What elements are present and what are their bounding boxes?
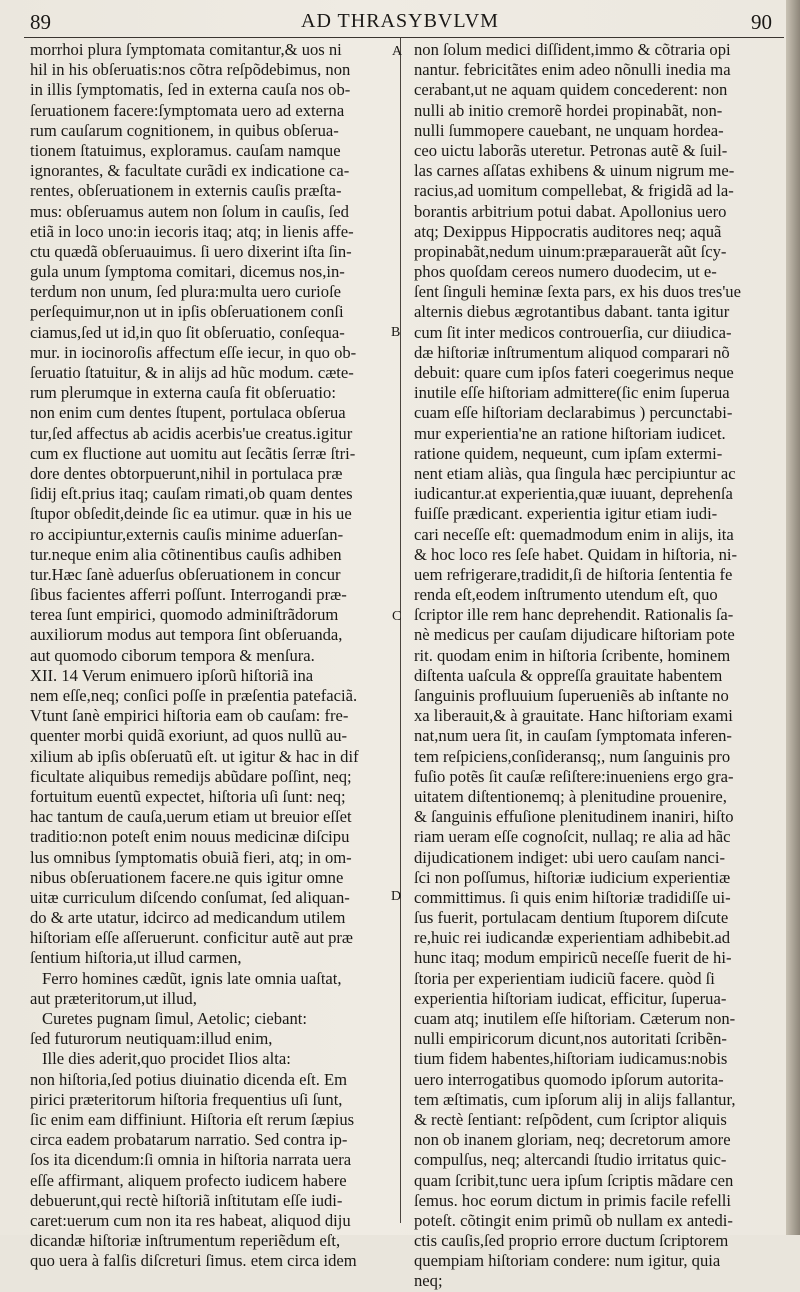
text-line: pirici præteritorum hiſtoria frequentius uſi ſunt,	[30, 1089, 343, 1109]
text-line: eſſe affirmant, aliquem profecto iudicem habere	[30, 1170, 347, 1190]
text-line: ſos ita dicendum:ſi omnia in hiſtoria narrata uera	[30, 1150, 352, 1170]
text-line: ficultate aliquibus remedijs abũdare poſſint, neq;	[30, 766, 352, 786]
text-line: terdum non unum, ſed plura:multa uero curioſe	[30, 282, 342, 302]
text-line: renda eſt,eodem inſtrumento utendum eſt, quo	[414, 585, 718, 605]
text-line: phos quoſdam cereos numero duodecim, ut e-	[414, 262, 717, 282]
margin-letter-c: C	[392, 609, 402, 624]
text-line: Ille dies aderit,quo procidet Ilios alta:	[42, 1049, 291, 1069]
text-line: dæ hiſtoriæ inſtrumentum aliquod comparari nõ	[414, 342, 730, 362]
text-line: alternis diebus ægrotantibus dabant. tanta igitur	[414, 302, 730, 322]
text-line: ſanguinis profluuium ſuperueniẽs ab inſtante no	[414, 686, 729, 705]
text-line: tur.neque enim alia cõtinentibus cauſis adhiben	[30, 544, 342, 564]
margin-letter-d: D	[391, 889, 402, 904]
text-line: & rectè ſentiant: reſpõdent, cum ſcriptor aliquis	[414, 1109, 727, 1129]
text-line: hac tantum de cauſa,uerum etiam ut breuior eſſet	[30, 807, 352, 827]
text-line: ſic enim eam diffiniunt. Hiſtoria eſt rerum ſæpius	[30, 1109, 355, 1129]
text-line: ſeruationem facere:ſymptomata uero ad externa	[30, 100, 345, 120]
text-line: uem refrigerare,tradidit,ſi de hiſtoria ſententia fe	[414, 564, 733, 584]
text-line: non ob inanem gloriam, neq; decretorum amore	[414, 1130, 731, 1150]
text-line: cari neceſſe eſt: quemadmodum enim in alijs, ita	[414, 524, 734, 544]
text-line: cuam eſſe hiſtoriam declarabimus ) percunctabi-	[414, 403, 733, 423]
text-line: ſcriptor ille rem hanc deprehendit. Rationalis ſa-	[414, 605, 734, 625]
text-line: nè medicus per cauſam dijudicare hiſtoriam pote	[414, 625, 735, 645]
text-line: ſentium hiſtoria,ut illud carmen,	[30, 948, 242, 968]
text-line: lus omnibus ſymptomatis obuiã fieri, atq; in om-	[30, 847, 352, 867]
text-line: fuiſſe prædicant. experientia igitur etiam iudi-	[414, 504, 718, 524]
text-line: XII. 14 Verum enimuero ipſorũ hiſtoriã ina	[30, 665, 314, 685]
text-line: nent etiam aliàs, qua ſingula hæc percipiuntur ac	[414, 463, 736, 483]
text-line: etiã in loco uno:in iecoris itaq; atq; in lienis affe-	[30, 221, 354, 241]
text-line: mur experientia'ne an ratione hiſtoriam iudicet.	[414, 423, 726, 443]
text-line: debuit: quare cum ipſos fateri coegerimus neque	[414, 363, 734, 382]
text-line: propinabãt,nedum uinum:præparauerãt aũt ſcy-	[414, 241, 727, 261]
text-line: terea ſunt empirici, quomodo adminiſtrãdorum	[30, 605, 339, 625]
text-line: rentes, obſeruationem in externis cauſis præſta-	[30, 181, 342, 201]
text-line: racius,ad uomitum compellebat, & frigidã ad la-	[414, 181, 734, 201]
text-line: morrhoi plura ſymptomata comitantur,& uos ni	[30, 40, 342, 59]
text-line: fortuitum euentũ expectet, hiſtoria uſi ſunt: neq;	[30, 786, 346, 806]
text-line: compulſus, neq; altercandi ſtudio irritatus quic-	[414, 1150, 727, 1170]
text-line: nantur. febricitãtes enim adeo nõnulli inedia ma	[414, 60, 731, 80]
text-line: fuſio potẽs ſit cauſæ reſiſtere:inueniens ergo gra-	[414, 766, 734, 786]
text-line: tur,ſed affectus ab acidis acerbis'ue creatus.igitur	[30, 423, 353, 443]
text-line: ciamus,ſed ut id,in quo ſit obſeruatio, conſequa-	[30, 322, 345, 342]
text-line: do & arte utatur, idcirco ad medicandum utilem	[30, 908, 346, 928]
text-line: quam ſcribit,tunc uera ipſum ſcriptis mãdare cen	[414, 1170, 734, 1190]
right-page-number: 90	[751, 10, 772, 34]
text-line: dicandæ hiſtoriæ inſtrumentum reperiẽdum eſt,	[30, 1231, 341, 1251]
text-line: cerabant,ut ne aquam quidem concederent: non	[414, 80, 728, 100]
text-line: poteſt. cõtingit enim primũ ob nullam ex antedi-	[414, 1210, 733, 1230]
text-line: rum plerumque in externa cauſa fit obſeruatio:	[30, 383, 336, 403]
text-line: uitæ curriculum diſcendo conſumat, ſed aliquan-	[30, 887, 350, 907]
text-line: ſidij eſt.prius itaq; cauſam rimati,ob quam dentes	[30, 484, 353, 504]
text-line: in illis ſymptomatis, ſed in externa cauſa nos ob-	[30, 80, 351, 100]
text-line: nulli ſummopere cauebant, ne unquam hordea-	[414, 120, 724, 140]
margin-letter-a: A	[392, 44, 403, 59]
text-line: iudicantur.at experientia,quæ iuuant, deprehenſa	[414, 484, 733, 504]
text-line: riam ueram eſſe cognoſcit, nullaq; re alia ad hãc	[414, 827, 731, 847]
text-line: borantis arbitrium potui dabat. Apollonius uero	[414, 201, 727, 221]
text-line: rum cauſarum cognitionem, in quibus obſerua-	[30, 120, 339, 140]
text-line: tionem ſtatuimus, exploramus. cauſam namque	[30, 140, 341, 160]
text-line: ſci non poſſumus, hiſtoriæ iudicium experientiæ	[414, 867, 731, 887]
page-edge-shadow	[786, 0, 800, 1235]
text-line: mus: obſeruamus autem non ſolum in cauſis, ſed	[30, 201, 349, 221]
text-line: ſtoria per experientiam iudiciũ facere. quòd ſi	[414, 968, 715, 988]
text-line: ſeruatio ſtatuitur, & in alijs ad hũc modum. cæte-	[30, 363, 354, 382]
text-line: ſemus. hoc eorum dictum in primis facile refelli	[414, 1190, 732, 1210]
text-line: gula unum ſymptoma comitari, dicemus nos,in-	[30, 262, 345, 282]
text-line: rit. quodam enim in hiſtoria ſcribente, hominem	[414, 645, 731, 665]
page-header	[0, 0, 800, 42]
text-line: nem eſſe,neq; conſici poſſe in præſentia patefaciã.	[30, 686, 358, 705]
text-line: uero interrogatibus quomodo ipſorum autorita-	[414, 1069, 724, 1089]
text-line: ſibus facientes afferri poſſunt. Interrogandi præ-	[30, 585, 347, 605]
text-line: las carnes aſſatas exhibens & uinum nigrum me-	[414, 161, 735, 181]
text-line: tem æſtimatis, cum ipſorum alij in alijs fallantur,	[414, 1089, 736, 1109]
text-line: experientia hiſtoriam iudicat, efficitur, ſuperua-	[414, 988, 727, 1008]
text-line: diſtenta uaſcula & oppreſſa grauitate habentem	[414, 665, 723, 685]
text-line: non hiſtoria,ſed potius diuinatio dicenda eſt. Em	[30, 1069, 348, 1089]
text-line: quenter morbi quidã exoriunt, ad quos nullũ au-	[30, 726, 348, 746]
text-line: inutile eſſe hiſtoriam admittere(ſic enim ſuperua	[414, 383, 730, 403]
text-line: nat,num uera ſit, in cauſam ſymptomata inferen-	[414, 726, 732, 746]
text-line: dore dentes obtorpuerunt,nihil in portulaca præ	[30, 463, 343, 483]
header-rule	[24, 37, 784, 38]
text-line: perſequimur,non ut in ipſis obſeruationem conſi	[30, 302, 344, 322]
text-line: ſus fuerit, portulacam dentium ſtuporem diſcute	[414, 908, 729, 928]
text-line: hiſtoriam eſſe aſſeruerunt. conficitur autẽ aut præ	[30, 928, 353, 948]
text-line: Curetes pugnam ſimul, Aetolic; ciebant:	[42, 1009, 307, 1028]
text-line: tur.Hæc ſanè aduerſus obſeruationem in concur	[30, 564, 341, 584]
text-line: debuerunt,qui rectè hiſtoriã inſtitutam eſſe iudi-	[30, 1190, 343, 1210]
text-line: re,huic rei iudicandæ experientiam adhibebit.ad	[414, 928, 731, 948]
text-line: & hoc loco res ſeſe habet. Quidam in hiſtoria, ni-	[414, 544, 738, 564]
text-line: ſtupor obſedit,deinde ſic ea utimur. quæ in his ue	[30, 504, 352, 524]
text-line: ſent ſinguli heminæ ſexta pars, ex his duos tres'ue	[414, 282, 741, 302]
text-line: committimus. ſi quis enim hiſtoriæ tradidiſſe ui-	[414, 887, 731, 907]
text-line: auxiliorum modus aut tempora ſint obſeruanda,	[30, 625, 343, 645]
right-text-column	[414, 40, 786, 1292]
text-line: Vtunt ſanè empirici hiſtoria eam ob cauſam: fre-	[30, 706, 349, 726]
left-page-number: 89	[30, 10, 51, 34]
running-head: AD THRASYBVLVM	[301, 10, 499, 32]
text-line: ro accipiuntur,externis cauſis minime aduerſan-	[30, 524, 344, 544]
text-line: hunc itaq; modum empiricũ neceſſe fuerit de hi-	[414, 948, 732, 968]
text-line: tium fidem habentes,hiſtoriam iudicamus:nobis	[414, 1049, 728, 1069]
text-line: neq;	[414, 1271, 443, 1291]
text-line: hil in his obſeruatis:nos cõtra reſpõdebimus, non	[30, 60, 351, 80]
text-line: circa eadem probatarum narratio. Sed contra ip-	[30, 1130, 348, 1150]
text-line: dijudicationem indiget: ubi uero cauſam nanci-	[414, 847, 726, 867]
text-line: atq; Dexippus Hippocratis auditores neq; aquã	[414, 221, 722, 241]
text-line: ctu quædã obſeruauimus. ſi uero dixerint iſta ſin-	[30, 241, 352, 261]
text-line: aut quomodo ciborum tempora & menſura.	[30, 645, 315, 665]
text-line: caret:uerum cum non ita res habeat, aliquod diju	[30, 1210, 351, 1230]
text-line: cum ſit inter medicos controuerſia, cur diiudica-	[414, 322, 732, 342]
text-line: cum ex fluctione aut uomitu aut ſecãtis ſerræ ſtri-	[30, 443, 356, 463]
column-divider	[400, 38, 401, 1223]
left-text-column	[30, 40, 392, 1271]
text-line: Ferro homines cædũt, ignis late omnia uaſtat,	[42, 968, 342, 988]
text-line: xa liberauit,& à grauitate. Hanc hiſtoriam exami	[414, 706, 733, 726]
text-line: ratione quidem, nequeunt, cum ipſam extermi-	[414, 443, 723, 463]
text-line: nulli ab initio cremorẽ hordei propinabãt, non-	[414, 100, 723, 120]
text-line: non ſolum medici diſſident,immo & cõtraria opi	[414, 40, 731, 59]
text-line: quempiam hiſtoriam condere: num igitur, quia	[414, 1251, 721, 1271]
text-line: ignorantes, & facultate curãdi ex indicatione ca-	[30, 161, 350, 181]
text-line: quo uera à falſis diſcreturi ſimus. etem circa idem	[30, 1251, 357, 1271]
text-line: aut præteritorum,ut illud,	[30, 988, 197, 1008]
text-line: mur. in iocinoroſis affectum eſſe iecur, in quo ob-	[30, 342, 357, 362]
text-line: non enim cum dentes ſtupent, portulaca obſerua	[30, 403, 346, 423]
text-line: nulli empiricorum dicunt,nos autoritati ſcribẽn-	[414, 1029, 727, 1049]
text-line: nibus obſeruationem facere.ne quis igitur omne	[30, 867, 344, 887]
text-line: ctis cauſis,ſed proprio errore ductum ſcriptorem	[414, 1231, 729, 1251]
text-line: cuam atq; inutilem eſſe hiſtoriam. Cæterum non-	[414, 1009, 736, 1028]
text-line: traditio:non poteſt enim nouus medicinæ diſcipu	[30, 827, 350, 847]
text-line: uitatem diſtentionemq; à plenitudine prouenire,	[414, 786, 727, 806]
margin-letter-b: B	[391, 325, 401, 340]
text-line: ſed futurorum neutiquam:illud enim,	[30, 1029, 273, 1049]
text-line: tem reſpiciens,conſideransq;, num ſanguinis pro	[414, 746, 731, 766]
text-line: xilium ab ipſis obſeruatũ eſt. ut igitur & hac in dif	[30, 746, 359, 766]
text-line: ceo uictu laborãs uteretur. Petronas autẽ & ſuil-	[414, 140, 728, 160]
text-line: & ſanguinis effuſione plenitudinem inaniri, hiſto	[414, 807, 734, 827]
